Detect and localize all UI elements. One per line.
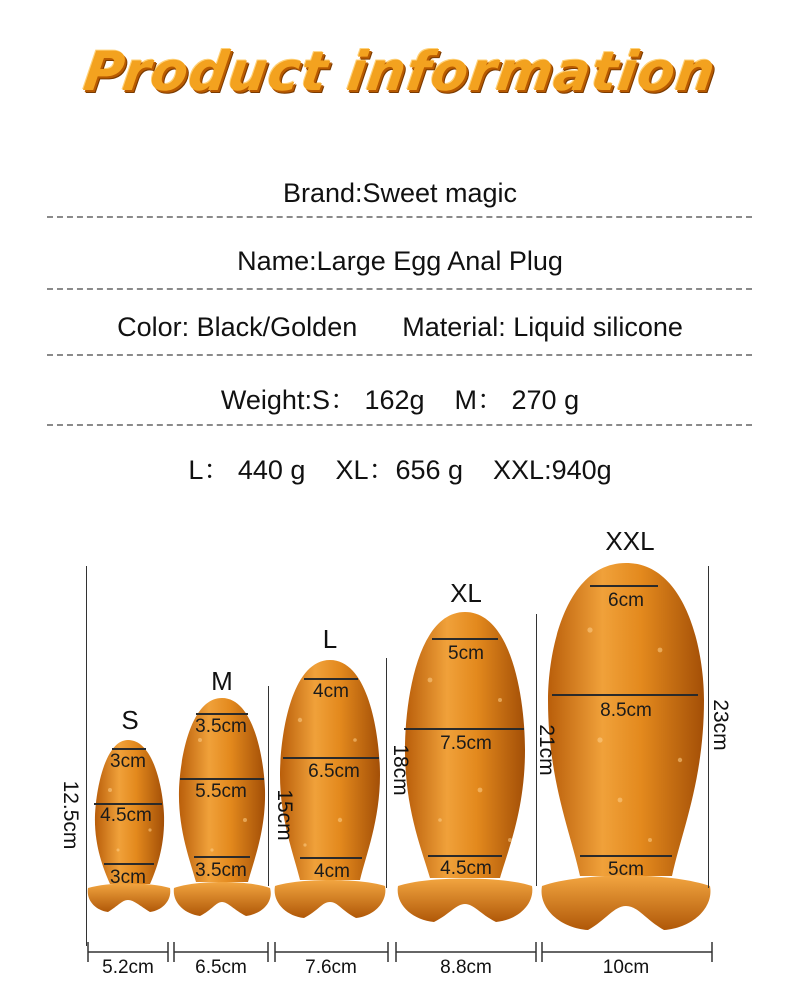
size-l-height: 15cm (273, 789, 296, 841)
size-l-diameter-bot: 4cm (314, 861, 350, 882)
size-xl-height: 18cm (389, 744, 412, 796)
size-xxl-label: XXL (605, 526, 655, 556)
size-m-diameter-bot: 3.5cm (195, 860, 247, 881)
diameter-line (180, 778, 264, 780)
page-title: Product information (80, 40, 720, 103)
size-m-diameter-mid: 5.5cm (195, 781, 247, 802)
size-l-diameter-top: 4cm (313, 681, 349, 702)
size-s-diameter-mid: 4.5cm (100, 805, 152, 826)
size-l-diameter-mid: 6.5cm (308, 761, 360, 782)
size-xxl-diameter-bot: 5cm (608, 859, 644, 880)
size-s-diameter-top: 3cm (110, 751, 146, 772)
weight-l-text: L： 440 g (188, 455, 306, 485)
size-xxl-height: 21cm (535, 724, 558, 776)
size-xxl-diameter-mid: 8.5cm (600, 700, 652, 721)
name-text: Name:Large Egg Anal Plug (237, 246, 563, 276)
diameter-line (196, 713, 248, 715)
weight-s-text: Weight:S： 162g (220, 385, 425, 415)
size-m-label: M (211, 666, 233, 696)
size-xxl-width: 10cm (602, 957, 650, 978)
size-m-width: 6.5cm (195, 957, 247, 978)
xxl-total-height: 23cm (709, 699, 732, 751)
diameter-line (283, 757, 379, 759)
size-xl-diameter-bot: 4.5cm (440, 858, 492, 879)
diameter-line (112, 748, 146, 750)
size-s-width: 5.2cm (102, 957, 154, 978)
weight-xxl-text: XXL:940g (493, 455, 612, 485)
size-xl-width: 8.8cm (440, 957, 492, 978)
size-s-label: S (121, 705, 139, 735)
size-m-diameter-top: 3.5cm (195, 716, 247, 737)
material-text: Material: Liquid silicone (402, 312, 683, 342)
size-s-height: 12.5cm (59, 780, 82, 850)
size-s-diameter-bot: 3cm (110, 867, 146, 888)
diameter-line (428, 855, 502, 857)
diameter-line (552, 694, 698, 696)
diameter-line (104, 863, 154, 865)
size-xl-diameter-mid: 7.5cm (440, 733, 492, 754)
weight-xl-text: XL：656 g (335, 455, 464, 485)
diameter-line (304, 678, 358, 680)
diameter-line (194, 856, 250, 858)
diameter-line (432, 638, 498, 640)
size-xxl-diameter-top: 6cm (608, 590, 644, 611)
diameter-line (590, 585, 658, 587)
size-l-width: 7.6cm (305, 957, 357, 978)
height-line-s (86, 566, 87, 946)
color-text: Color: Black/Golden (117, 312, 358, 342)
diameter-line (404, 728, 524, 730)
size-xl-diameter-top: 5cm (448, 643, 484, 664)
size-xl-label: XL (450, 578, 482, 608)
height-line-xl (386, 658, 387, 888)
height-line-l (268, 686, 269, 886)
brand-text: Brand:Sweet magic (282, 178, 518, 208)
size-l-label: L (322, 624, 338, 654)
weight-m-text: M： 270 g (454, 385, 580, 415)
diameter-line (580, 855, 672, 857)
diameter-line (300, 857, 362, 859)
